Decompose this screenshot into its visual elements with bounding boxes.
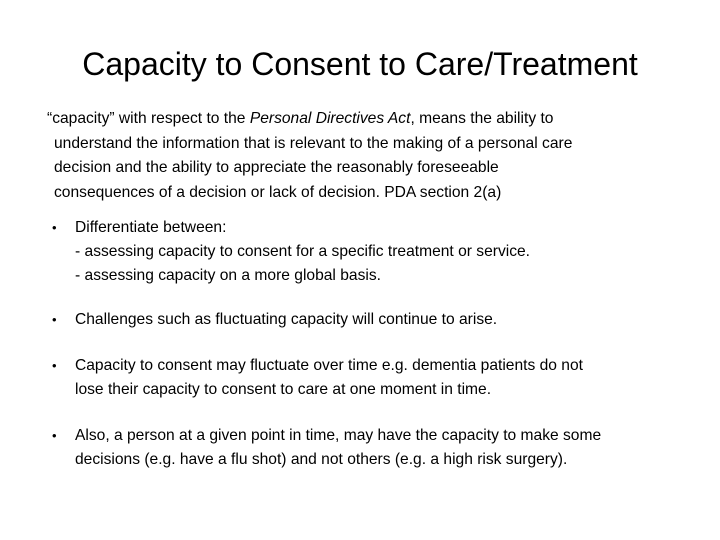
bullet-text: decisions (e.g. have a flu shot) and not others (e.g. a high risk surgery).: [75, 451, 568, 468]
bullet-text: - assessing capacity on a more global basis.: [75, 267, 381, 284]
bullet-item: [52, 308, 692, 332]
bullet-text: Capacity to consent may fluctuate over time e.g. dementia patients do not: [75, 357, 583, 374]
bullet-dot: •: [52, 428, 57, 443]
definition-line-4: consequences of a decision or lack of decision. PDA section 2(a): [54, 183, 502, 201]
bullet-text: - assessing capacity to consent for a specific treatment or service.: [75, 243, 531, 260]
definition-line-1: [47, 107, 687, 132]
definition-line-1-start: “capacity” with respect to the: [47, 110, 250, 127]
bullet-text: lose their capacity to consent to care at one moment in time.: [75, 381, 492, 398]
bullet-item: [52, 354, 692, 402]
act-name: Personal Directives Act: [249, 110, 411, 127]
bullet-item: [52, 216, 692, 288]
bullet-dot: •: [52, 312, 57, 327]
capacity-definition: [47, 107, 687, 205]
bullet-text: Also, a person at a given point in time, may have the capacity to make some: [75, 427, 602, 444]
definition-line-2: understand the information that is relevant to the making of a personal care: [54, 134, 573, 152]
definition-line-3: decision and the ability to appreciate the reasonably foreseeable: [54, 159, 499, 176]
bullet-text: Challenges such as fluctuating capacity will continue to arise.: [75, 311, 498, 328]
definition-line-1-end: , means the ability to: [410, 110, 554, 127]
bullet-item: [52, 424, 692, 472]
bullet-text: Differentiate between:: [75, 219, 227, 236]
bullet-list: [52, 216, 692, 492]
bullet-dot: •: [52, 358, 57, 373]
bullet-dot: •: [52, 220, 57, 235]
slide-title: Capacity to Consent to Care/Treatment: [82, 46, 638, 82]
